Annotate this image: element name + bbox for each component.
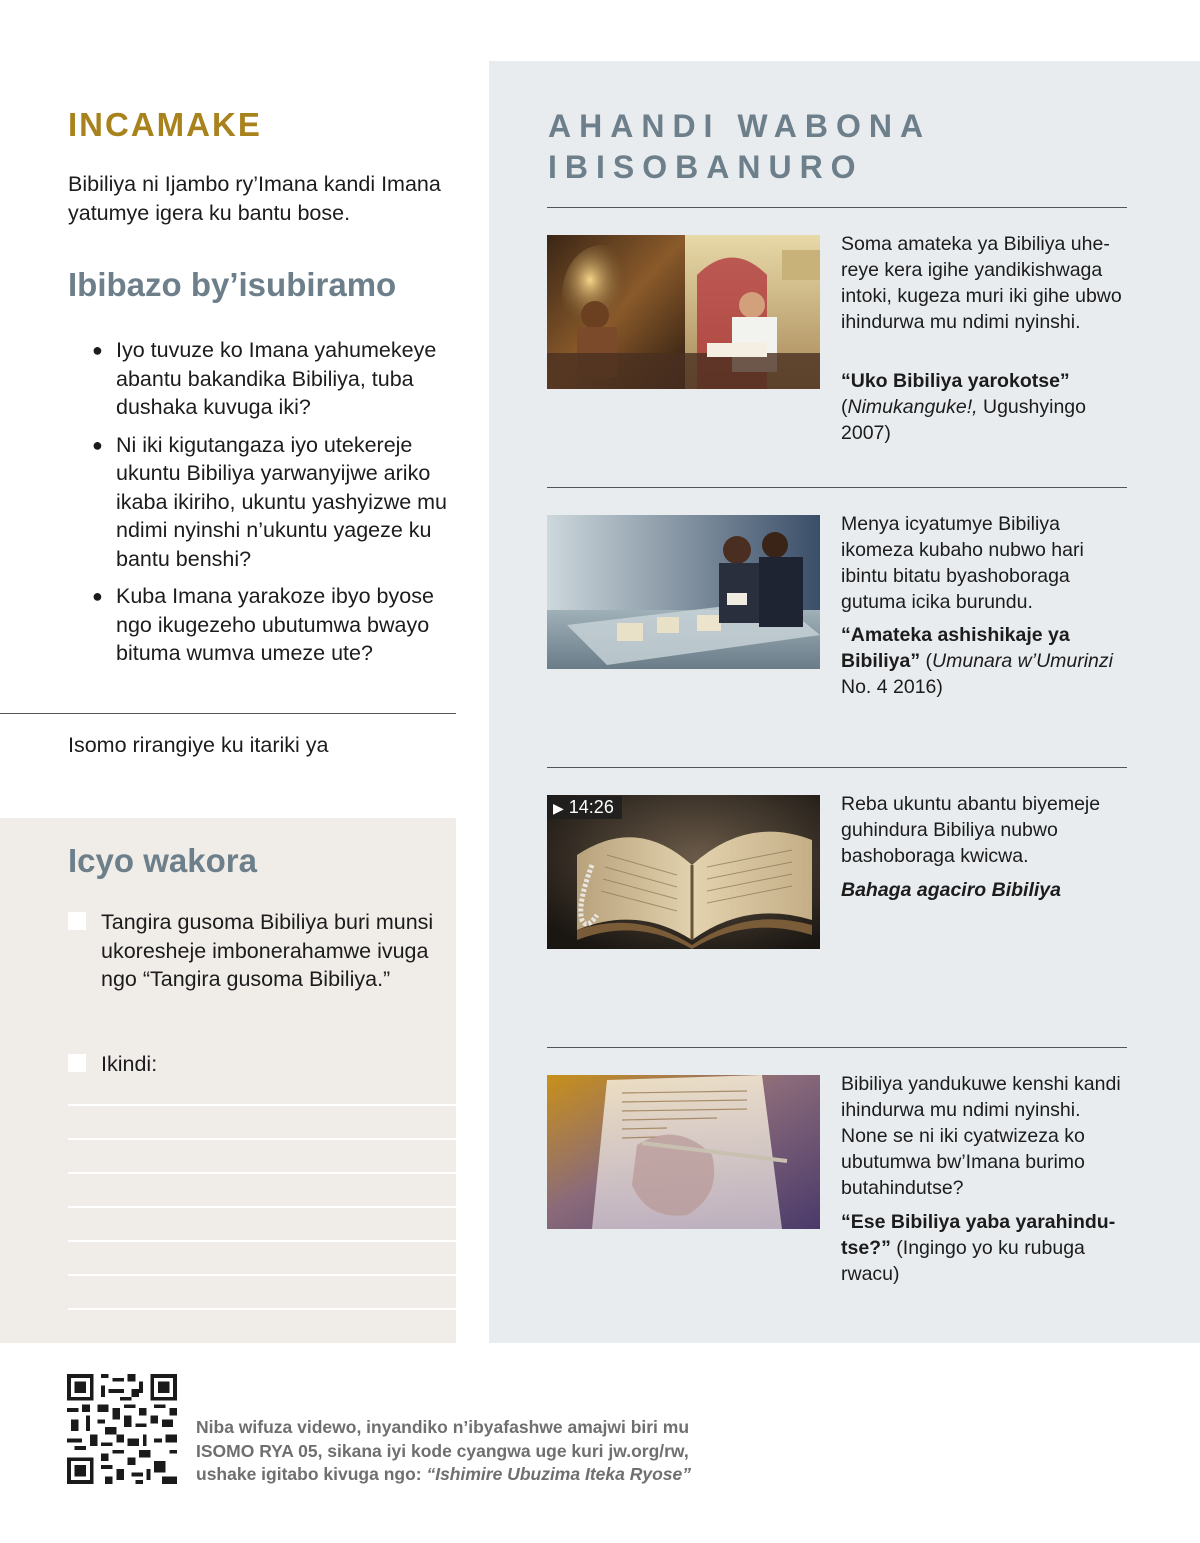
review-question-text: Iyo tuvuze ko Imana yahumekeye abantu bakandika Bibiliya, tuba dushaka kuvuga iki? — [116, 338, 437, 419]
divider — [547, 207, 1127, 208]
divider — [547, 1047, 1127, 1048]
writing-line[interactable] — [68, 1172, 456, 1174]
reference-source: (Ingingo yo ku rubuga rwacu) — [841, 1237, 1085, 1285]
reference-publication: Nimukanguke!, — [847, 396, 978, 418]
related-image-1[interactable] — [547, 235, 820, 389]
video-duration: 14:26 — [568, 797, 614, 817]
writing-line[interactable] — [68, 1138, 456, 1140]
related-description: Soma amateka ya Bibiliya uhereye kera igihe yandikishwaga intoki, kugeza muri iki gihe ubwo ihindurwa mu ndimi nyinshi. — [841, 233, 1122, 333]
video-title[interactable]: Bahaga agaciro Bibiliya — [841, 879, 1061, 901]
review-question-text: Kuba Imana yarakoze ibyo byose ngo ikugezeho ubutumwa bwayo bituma wumva umeze ute? — [116, 584, 434, 665]
task-checkbox[interactable] — [68, 912, 86, 930]
reference-date: No. 4 2016) — [841, 676, 943, 698]
summary-text: Bibiliya ni Ijambo ry’Imana kandi Imana yatumye igera ku bantu bose. — [68, 172, 441, 225]
related-description: Menya icyatumye Bibiliya ikomeza kubaho nubwo hari ibintu bitatu byashoboraga gutuma icika burundu. — [841, 513, 1084, 613]
activity-heading: Icyo wakora — [68, 842, 257, 879]
task-item-other — [68, 1050, 448, 1079]
writing-line[interactable] — [68, 1206, 456, 1208]
related-reference[interactable] — [841, 622, 1131, 700]
task-item — [68, 908, 448, 994]
writing-line[interactable] — [68, 1240, 456, 1242]
qr-code-icon[interactable] — [67, 1374, 177, 1484]
reference-date: Ugushyingo 2007) — [841, 396, 1086, 444]
summary-heading: INCAMAKE — [68, 106, 262, 143]
reference-title[interactable]: “Ese Bibiliya yaba yarahindutse?” — [841, 1211, 1116, 1259]
reference-title[interactable]: “Uko Bibiliya yarokotse” — [841, 370, 1070, 392]
play-icon: ▶ — [553, 800, 564, 816]
related-image-4[interactable] — [547, 1075, 820, 1229]
review-question — [90, 336, 460, 422]
bullet-icon: ● — [92, 340, 103, 360]
manuscript-writing-image — [547, 1075, 820, 1229]
related-description: Bibiliya yandukuwe kenshi kandi ihindurwa mu ndimi nyinshi. None se ni iki cyatwizeza ko ubutumwa bw’Imana burimo butahindutse? — [841, 1073, 1121, 1199]
reference-paren: ( — [920, 650, 933, 672]
footer-text: Niba wifuza videwo, inyandiko n’ibyafashwe amajwi biri mu ISOMO RYA 05, sikana iyi kode cyangwa uge kuri jw.org/rw, ushake igitabo kivuga ngo: — [196, 1417, 690, 1484]
writing-line[interactable] — [68, 1274, 456, 1276]
footer-book-title[interactable]: “Ishimire Ubuzima Iteka Ryose” — [426, 1464, 691, 1484]
bullet-icon: ● — [92, 586, 103, 606]
related-reference[interactable] — [841, 368, 1131, 446]
review-question-list — [90, 336, 460, 677]
divider — [547, 767, 1127, 768]
reference-publication: Umunara w’Umurinzi — [932, 650, 1113, 672]
task-checkbox[interactable] — [68, 1054, 86, 1072]
video-duration-badge[interactable] — [547, 796, 622, 819]
review-heading: Ibibazo by’isubiramo — [68, 266, 397, 303]
related-reference[interactable] — [841, 877, 1131, 903]
review-question — [90, 431, 460, 574]
footer-note — [196, 1416, 736, 1487]
divider — [547, 487, 1127, 488]
writing-line[interactable] — [68, 1104, 456, 1106]
reference-paren: ( — [841, 396, 848, 418]
task-text: Tangira gusoma Bibiliya buri munsi ukoresheje imbonerahamwe ivuga ngo “Tangira gusoma Bibiliya.” — [101, 910, 434, 991]
activity-panel-background — [0, 818, 456, 1343]
related-image-2[interactable] — [547, 515, 820, 669]
scribe-and-reader-image — [547, 235, 820, 389]
writing-line[interactable] — [68, 1308, 456, 1310]
museum-couple-image — [547, 515, 820, 669]
related-reference[interactable] — [841, 1209, 1131, 1287]
related-description: Reba ukuntu abantu biyemeje guhindura Bibiliya nubwo bashoboraga kwicwa. — [841, 793, 1101, 867]
review-question — [90, 582, 460, 668]
review-question-text: Ni iki kigutangaza iyo utekereje ukuntu Bibiliya yarwanyijwe ariko ikaba ikiriho, ukuntu yashyizwe mu ndimi nyinshi n’ukuntu yageze ku bantu benshi? — [116, 432, 448, 571]
task-text: Ikindi: — [101, 1052, 158, 1076]
related-heading: AHANDI WABONA IBISOBANURO — [548, 108, 930, 185]
bullet-icon: ● — [92, 434, 103, 455]
reference-title[interactable]: “Amateka ashishikaje ya Bibiliya” — [841, 624, 1070, 672]
divider — [0, 713, 456, 714]
completion-date-line: Isomo rirangiye ku itariki ya — [68, 733, 329, 757]
